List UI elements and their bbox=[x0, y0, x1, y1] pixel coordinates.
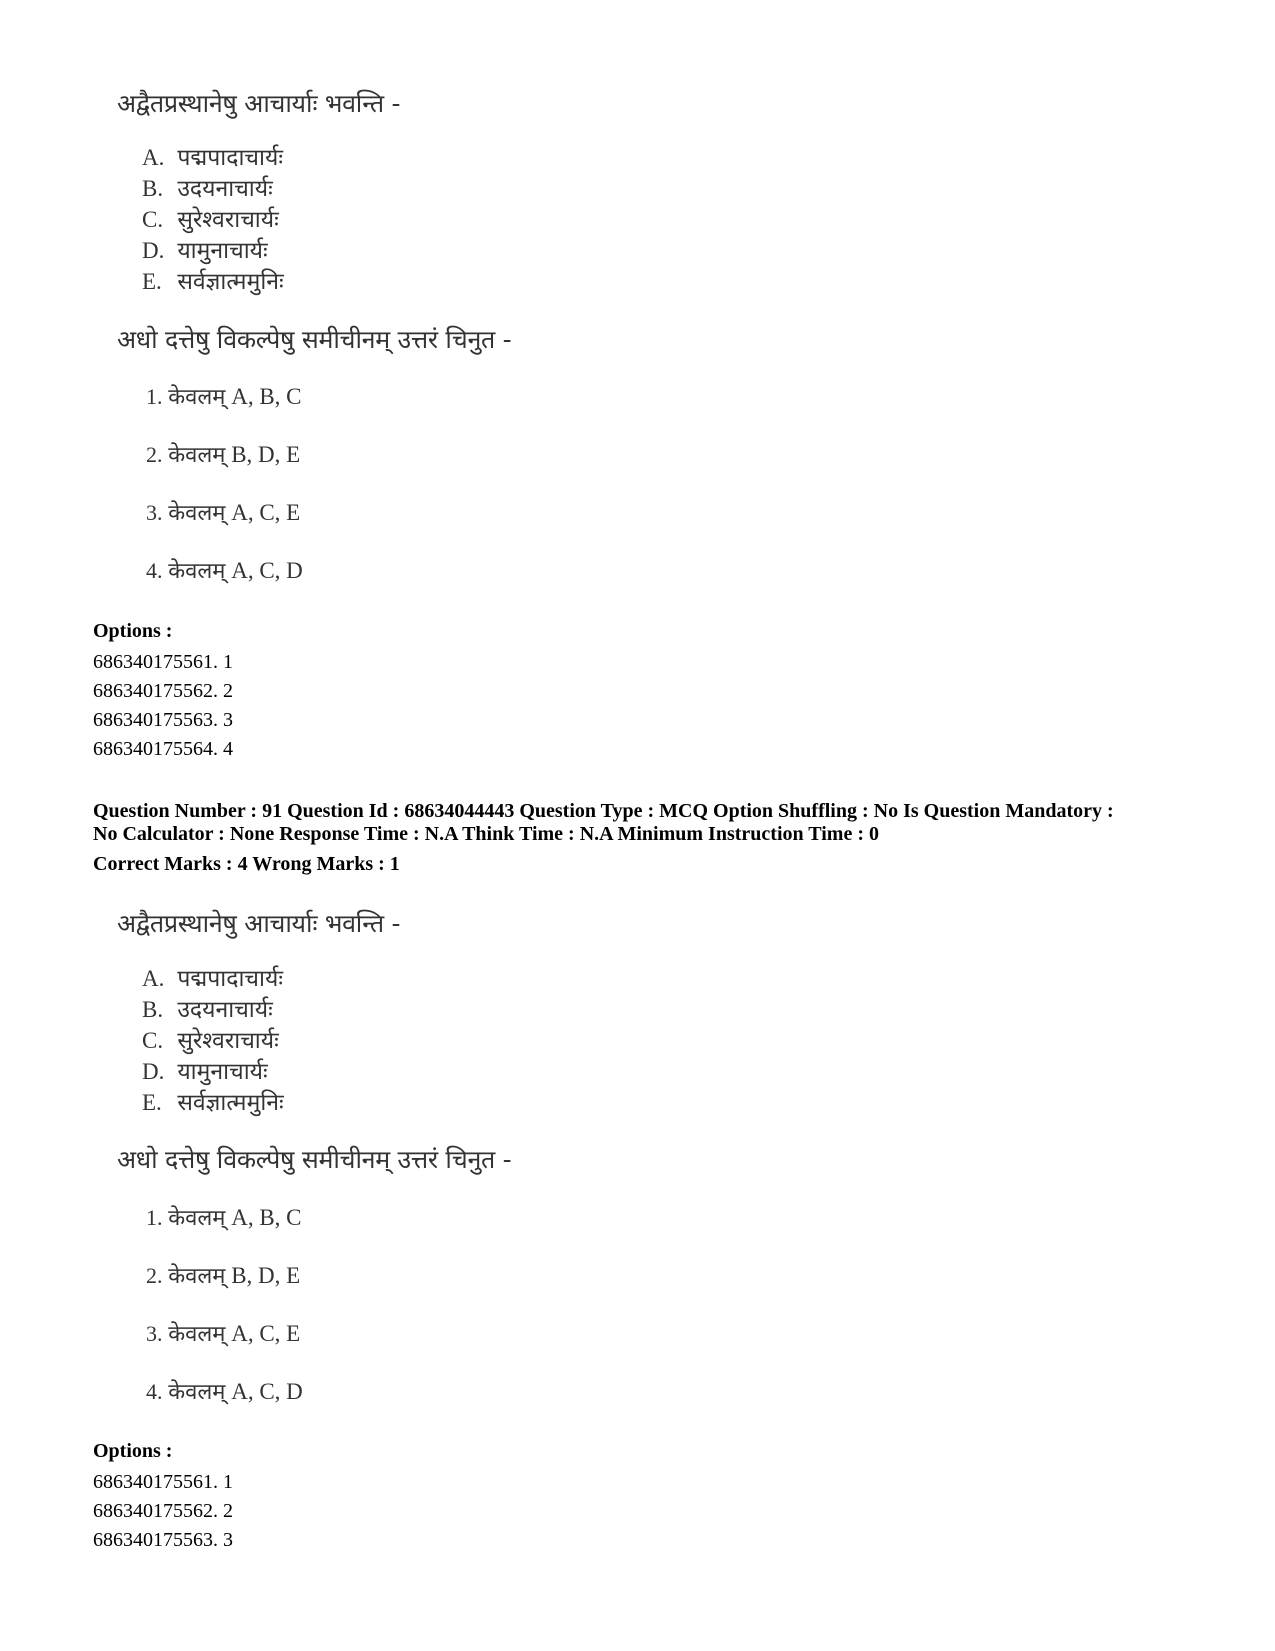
options-heading: Options : bbox=[93, 1440, 173, 1462]
statement-item: C. सुरेश्वराचार्यः bbox=[142, 1028, 279, 1054]
option-item: 686340175563. 3 bbox=[93, 1529, 233, 1551]
statement-item: C. सुरेश्वराचार्यः bbox=[142, 207, 279, 233]
statement-item: A. पद्मपादाचार्यः bbox=[142, 145, 283, 171]
question-title: अद्वैतप्रस्थानेषु आचार्याः भवन्ति - bbox=[117, 909, 401, 938]
marks-info: Correct Marks : 4 Wrong Marks : 1 bbox=[93, 853, 400, 875]
answer-choice: 1. केवलम् A, B, C bbox=[146, 384, 302, 410]
options-heading: Options : bbox=[93, 620, 173, 642]
answer-choice: 4. केवलम् A, C, D bbox=[146, 558, 303, 584]
metadata-line: Question Number : 91 Question Id : 68634044443 Question Type : MCQ Option Shuffling : No Is Question Mandatory : bbox=[93, 800, 1114, 822]
answer-choice-list bbox=[146, 1203, 303, 1435]
answer-choice: 4. केवलम् A, C, D bbox=[146, 1379, 303, 1405]
answer-choice: 3. केवलम् A, C, E bbox=[146, 1321, 301, 1347]
options-list bbox=[93, 1468, 233, 1555]
options-list bbox=[93, 648, 233, 764]
statement-item: E. सर्वज्ञात्ममुनिः bbox=[142, 1090, 284, 1116]
option-item: 686340175562. 2 bbox=[93, 680, 233, 702]
option-item: 686340175563. 3 bbox=[93, 709, 233, 731]
statement-item: E. सर्वज्ञात्ममुनिः bbox=[142, 269, 284, 295]
statement-item: B. उदयनाचार्यः bbox=[142, 176, 273, 202]
statement-item: A. पद्मपादाचार्यः bbox=[142, 966, 283, 992]
option-item: 686340175561. 1 bbox=[93, 651, 233, 673]
answer-choice: 2. केवलम् B, D, E bbox=[146, 442, 301, 468]
answer-choice-list bbox=[146, 382, 303, 614]
question-title: अद्वैतप्रस्थानेषु आचार्याः भवन्ति - bbox=[117, 89, 401, 118]
option-item: 686340175562. 2 bbox=[93, 1500, 233, 1522]
statement-item: B. उदयनाचार्यः bbox=[142, 997, 273, 1023]
question-metadata bbox=[93, 800, 1213, 846]
statement-item: D. यामुनाचार्यः bbox=[142, 238, 268, 264]
metadata-line: No Calculator : None Response Time : N.A Think Time : N.A Minimum Instruction Time : 0 bbox=[93, 823, 879, 845]
statement-item: D. यामुनाचार्यः bbox=[142, 1059, 268, 1085]
answer-choice: 1. केवलम् A, B, C bbox=[146, 1205, 302, 1231]
statement-list bbox=[142, 963, 284, 1118]
instruction-text: अधो दत्तेषु विकल्पेषु समीचीनम् उत्तरं चिनुत - bbox=[117, 325, 512, 354]
option-item: 686340175564. 4 bbox=[93, 738, 233, 760]
answer-choice: 3. केवलम् A, C, E bbox=[146, 500, 301, 526]
option-item: 686340175561. 1 bbox=[93, 1471, 233, 1493]
answer-choice: 2. केवलम् B, D, E bbox=[146, 1263, 301, 1289]
instruction-text: अधो दत्तेषु विकल्पेषु समीचीनम् उत्तरं चिनुत - bbox=[117, 1145, 512, 1174]
statement-list bbox=[142, 142, 284, 297]
